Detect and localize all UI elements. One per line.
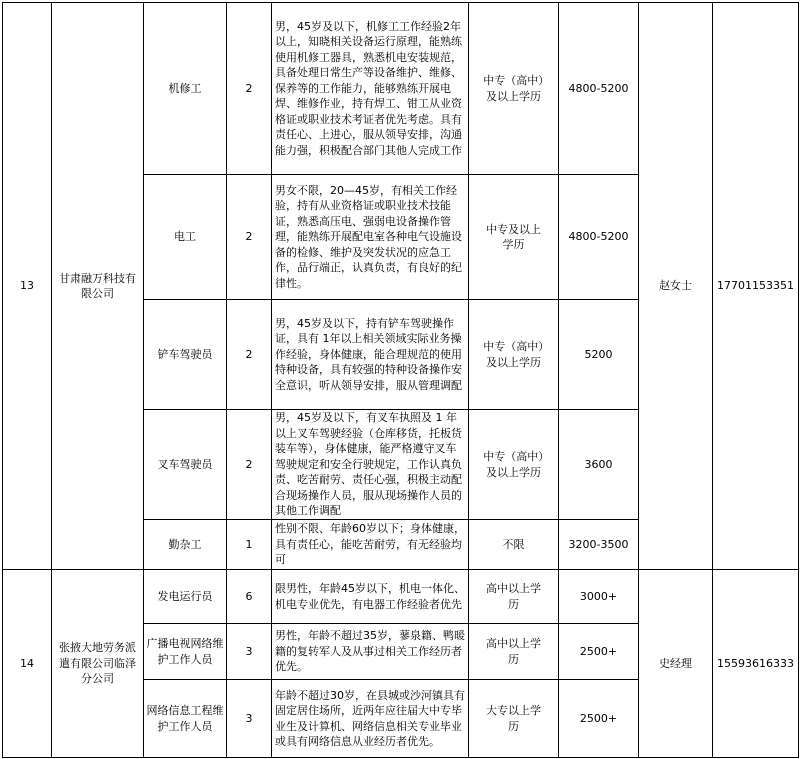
job-salary: 4800-5200 [559, 3, 639, 175]
job-salary: 4800-5200 [559, 175, 639, 300]
job-requirements: 性别不限、年龄60岁以下；身体健康，具有责任心，能吃苦耐劳，有无经验均可 [272, 520, 469, 570]
job-requirements: 年龄不超过30岁，在县城或沙河镇具有固定居住场所，近两年应往届大中专毕业生及计算机、网络信息相关专业毕业或具有网络信息从业经历者优先。 [272, 680, 469, 758]
job-count: 3 [227, 680, 272, 758]
job-education: 高中以上学历 [469, 624, 559, 680]
job-count: 6 [227, 570, 272, 624]
job-requirements: 限男性，年龄45岁以下，机电一体化、机电专业优先，有电器工作经验者优先 [272, 570, 469, 624]
job-count: 3 [227, 624, 272, 680]
job-count: 2 [227, 300, 272, 410]
job-title: 叉车驾驶员 [144, 410, 227, 520]
job-requirements: 男，45岁及以下，有叉车执照及 1 年以上叉车驾驶经验（仓库移货，托板货装车等），身体健康，能严格遵守叉车驾驶规定和安全行驶规定，工作认真负责、吃苦耐劳、责任心强，积极主动配合现场操作人员，服从现场操作人员的其他工作调配 [272, 410, 469, 520]
job-requirements: 男性，年龄不超过35岁，蓼泉籍、鸭暖籍的复转军人及从事过相关工作经历者优先。 [272, 624, 469, 680]
table-row [3, 570, 799, 624]
job-education: 不限 [469, 520, 559, 570]
job-salary: 3000+ [559, 570, 639, 624]
job-education: 大专以上学历 [469, 680, 559, 758]
job-education: 中专（高中）及以上学历 [469, 300, 559, 410]
job-title: 网络信息工程维护工作人员 [144, 680, 227, 758]
table-row [3, 3, 799, 175]
contact-phone: 17701153351 [713, 3, 799, 570]
job-requirements: 男，45岁及以下，持有铲车驾驶操作证，具有 1年以上相关领域实际业务操作经验，身体健康，能合理规范的使用特种设备，具有较强的特种设备操作安全意识，听从领导安排，服从管理调配 [272, 300, 469, 410]
job-title: 广播电视网络维护工作人员 [144, 624, 227, 680]
company-name: 甘肃融万科技有限公司 [52, 3, 144, 570]
job-salary: 3600 [559, 410, 639, 520]
job-requirements: 男女不限，20—45岁，有相关工作经验，持有从业资格证或职业技术技能证，熟悉高压电、强弱电设备操作管理，能熟练开展配电室各种电气设施设备的检修、维护及突发状况的应急工作，品行端正，认真负责，有良好的纪律性。 [272, 175, 469, 300]
company-number: 13 [3, 3, 52, 570]
job-education: 高中以上学历 [469, 570, 559, 624]
job-title: 铲车驾驶员 [144, 300, 227, 410]
job-education: 中专（高中）及以上学历 [469, 3, 559, 175]
contact-person: 赵女士 [639, 3, 713, 570]
job-title: 电工 [144, 175, 227, 300]
job-count: 2 [227, 3, 272, 175]
job-salary: 2500+ [559, 624, 639, 680]
job-education: 中专及以上学历 [469, 175, 559, 300]
job-salary: 5200 [559, 300, 639, 410]
job-title: 发电运行员 [144, 570, 227, 624]
job-listing-table [2, 2, 799, 758]
contact-person: 史经理 [639, 570, 713, 758]
job-title: 机修工 [144, 3, 227, 175]
job-education: 中专（高中）及以上学历 [469, 410, 559, 520]
contact-phone: 15593616333 [713, 570, 799, 758]
company-number: 14 [3, 570, 52, 758]
job-count: 2 [227, 175, 272, 300]
job-salary: 3200-3500 [559, 520, 639, 570]
job-salary: 2500+ [559, 680, 639, 758]
job-count: 2 [227, 410, 272, 520]
job-title: 勤杂工 [144, 520, 227, 570]
company-name: 张掖大地劳务派遣有限公司临泽分公司 [52, 570, 144, 758]
job-requirements: 男，45岁及以下，机修工工作经验2年以上，知晓相关设备运行原理，能熟练使用机修工器具，熟悉机电安装规范，具备处理日常生产等设备维护、维修、保养等的工作能力，能够熟练开展电焊、维修作业，持有焊工、钳工从业资格证或职业技术考证者优先考虑。具有责任心、上进心，服从领导安排，沟通能力强，积极配合部门其他人完成工作 [272, 3, 469, 175]
job-count: 1 [227, 520, 272, 570]
